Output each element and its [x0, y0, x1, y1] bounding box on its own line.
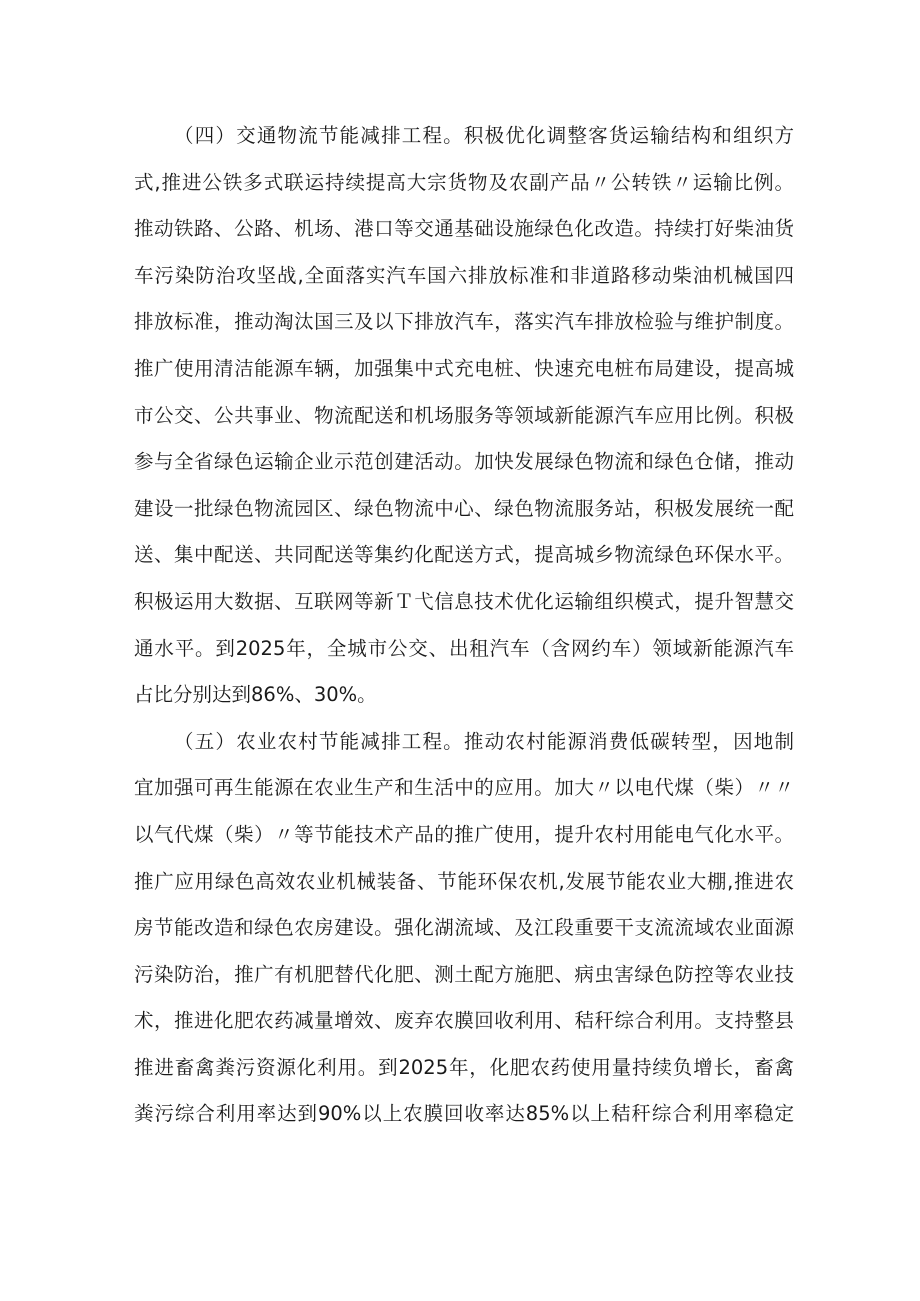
- document-body: [134, 113, 794, 1138]
- paragraph-line: 建设一批绿色物流园区、绿色物流中心、绿色物流服务站，积极发展统一配: [134, 496, 794, 520]
- paragraph-agriculture-rural: [134, 719, 794, 1138]
- paragraph-line: 污染防治，推广有机肥替代化肥、测土配方施肥、病虫害绿色防控等农业技: [134, 962, 794, 986]
- paragraph-line: 推广应用绿色高效农业机械装备、节能环保农机,发展节能农业大棚,推进农: [134, 869, 794, 893]
- paragraph-line: 推动铁路、公路、机场、港口等交通基础设施绿色化改造。持续打好柴油货: [134, 217, 794, 241]
- paragraph-line: 排放标准，推动淘汰国三及以下排放汽车，落实汽车排放检验与维护制度。: [134, 310, 794, 334]
- paragraph-line: 式,推进公铁多式联运持续提高大宗货物及农副产品〃公转铁〃运输比例。: [134, 170, 794, 194]
- paragraph-line: （四）交通物流节能减排工程。积极优化调整客货运输结构和组织方: [174, 124, 794, 147]
- paragraph-line: 术，推进化肥农药减量增效、废弃农膜回收利用、秸秆综合利用。支持整县: [134, 1009, 794, 1033]
- paragraph-line: 房节能改造和绿色农房建设。强化湖流域、及江段重要干支流流域农业面源: [134, 916, 794, 940]
- paragraph-line: 占比分别达到86%、30%。: [134, 683, 377, 707]
- paragraph-line: （五）农业农村节能减排工程。推动农村能源消费低碳转型，因地制: [174, 729, 794, 753]
- paragraph-line: 车污染防治攻坚战,全面落实汽车国六排放标准和非道路移动柴油机械国四: [134, 263, 794, 287]
- paragraph-line: 推广使用清洁能源车辆，加强集中式充电桩、快速充电桩布局建设，提高城: [134, 356, 794, 380]
- paragraph-line: 推进畜禽粪污资源化利用。到2025年，化肥农药使用量持续负增长，畜禽: [134, 1055, 794, 1079]
- paragraph-line: 粪污综合利用率达到90%以上农膜回收率达85%以上秸秆综合利用率稳定: [134, 1102, 794, 1126]
- paragraph-line: 送、集中配送、共同配送等集约化配送方式，提高城乡物流绿色环保水平。: [134, 543, 794, 567]
- paragraph-line: 参与全省绿色运输企业示范创建活动。加快发展绿色物流和绿色仓储，推动: [134, 450, 794, 474]
- paragraph-line: 宜加强可再生能源在农业生产和生活中的应用。加大〃以电代煤（柴）〃〃: [134, 776, 794, 800]
- paragraph-line: 以气代煤（柴）〃等节能技术产品的推广使用，提升农村用能电气化水平。: [134, 822, 794, 846]
- paragraph-transport-logistics: [134, 113, 794, 719]
- paragraph-line: 积极运用大数据、互联网等新Ｔ弋信息技术优化运输组织模式，提升智慧交: [134, 589, 794, 613]
- paragraph-line: 市公交、公共事业、物流配送和机场服务等领域新能源汽车应用比例。积极: [134, 403, 794, 427]
- paragraph-line: 通水平。到2025年，全城市公交、出租汽车（含网约车）领域新能源汽车: [134, 636, 794, 660]
